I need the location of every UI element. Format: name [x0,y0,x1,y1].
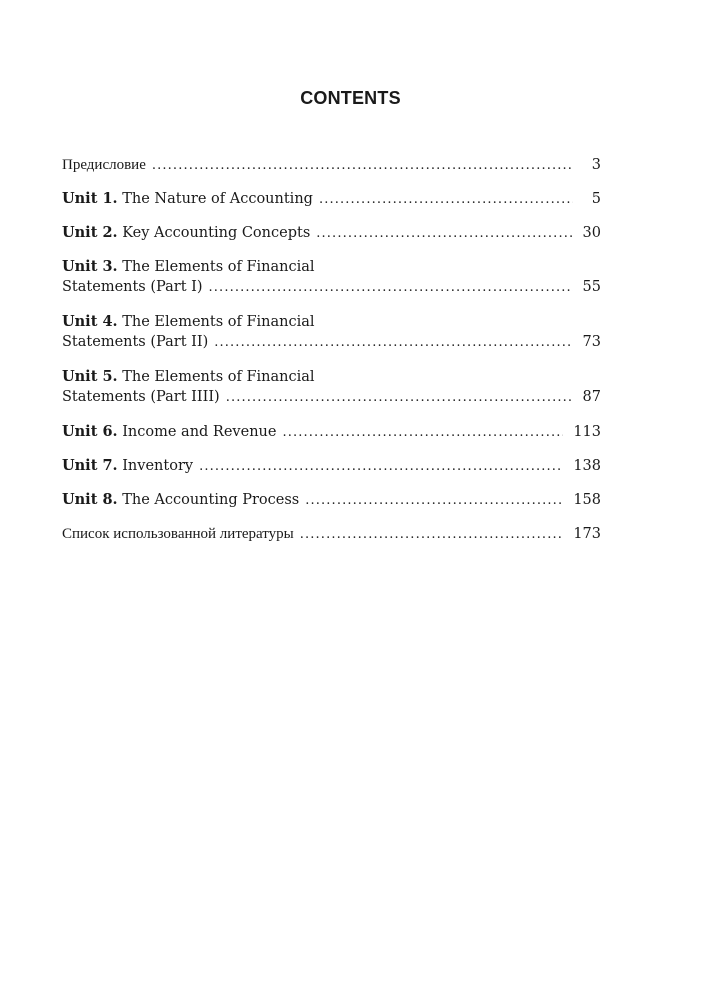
toc-entry-preface[interactable] [62,155,601,175]
toc-entry-unit-7[interactable] [62,456,601,476]
toc-line [62,367,601,387]
toc-entry-unit-2[interactable] [62,223,601,243]
toc-entry-title: The Accounting Process [122,492,300,508]
toc-unit-label: Unit 8. [62,491,118,508]
dot-leader [226,388,573,408]
dot-leader [209,278,573,298]
dot-leader [300,525,564,545]
toc-entry-unit-6[interactable] [62,422,601,442]
toc-entry-title: Key Accounting Concepts [122,225,311,241]
toc-line [62,456,601,476]
toc-entry-unit-5[interactable] [62,367,601,407]
toc-entry-title: Income and Revenue [122,424,277,440]
toc-line [62,277,601,297]
toc-unit-label: Unit 1. [62,190,118,207]
toc-unit-label: Unit 3. [62,258,118,275]
dot-leader [282,423,563,443]
page-title: CONTENTS [300,88,401,108]
toc-page-number: 3 [591,157,601,173]
toc-page-number: 158 [573,492,601,508]
toc-unit-label: Unit 4. [62,313,118,330]
toc-line [62,189,601,209]
dot-leader [199,457,563,477]
toc-line [62,422,601,442]
toc-line [62,155,601,175]
toc-page-number: 73 [582,334,601,350]
toc-unit-label: Unit 2. [62,224,118,241]
toc-entry-title: The Elements of Financial [122,314,315,330]
toc-entry-title-continued: Statements (Part IIII) [62,389,220,405]
toc-entry-unit-1[interactable] [62,189,601,209]
toc-line [62,312,601,332]
toc-entry-title: The Nature of Accounting [122,191,313,207]
toc-page-number: 5 [591,191,601,207]
toc-page-number: 138 [573,458,601,474]
toc-entry-title: The Elements of Financial [122,369,315,385]
toc-unit-label: Unit 5. [62,368,118,385]
toc-entry-unit-3[interactable] [62,257,601,297]
toc-line [62,524,601,544]
toc-entry-title: Inventory [122,458,194,474]
toc-page-number: 113 [573,424,601,440]
toc-unit-label: Unit 7. [62,457,118,474]
dot-leader [152,156,573,176]
toc-line [62,223,601,243]
toc-line [62,387,601,407]
toc-entry-title: The Elements of Financial [122,259,315,275]
toc-line [62,332,601,352]
dot-leader [305,491,563,511]
toc-unit-label: Unit 6. [62,423,118,440]
table-of-contents [62,155,601,558]
dot-leader [214,333,572,353]
toc-entry-unit-4[interactable] [62,312,601,352]
toc-page-number: 30 [582,225,601,241]
toc-entry-title: Предисловие [62,157,146,173]
toc-line [62,490,601,510]
toc-page-number: 55 [582,279,601,295]
toc-page-number: 173 [573,526,601,542]
toc-entry-title-continued: Statements (Part II) [62,334,209,350]
toc-entry-title-continued: Statements (Part I) [62,279,203,295]
toc-entry-title: Список использованной литературы [62,526,294,542]
toc-page-number: 87 [582,389,601,405]
dot-leader [316,224,572,244]
toc-line [62,257,601,277]
toc-entry-bibliography[interactable] [62,524,601,544]
toc-entry-unit-8[interactable] [62,490,601,510]
dot-leader [319,190,573,210]
